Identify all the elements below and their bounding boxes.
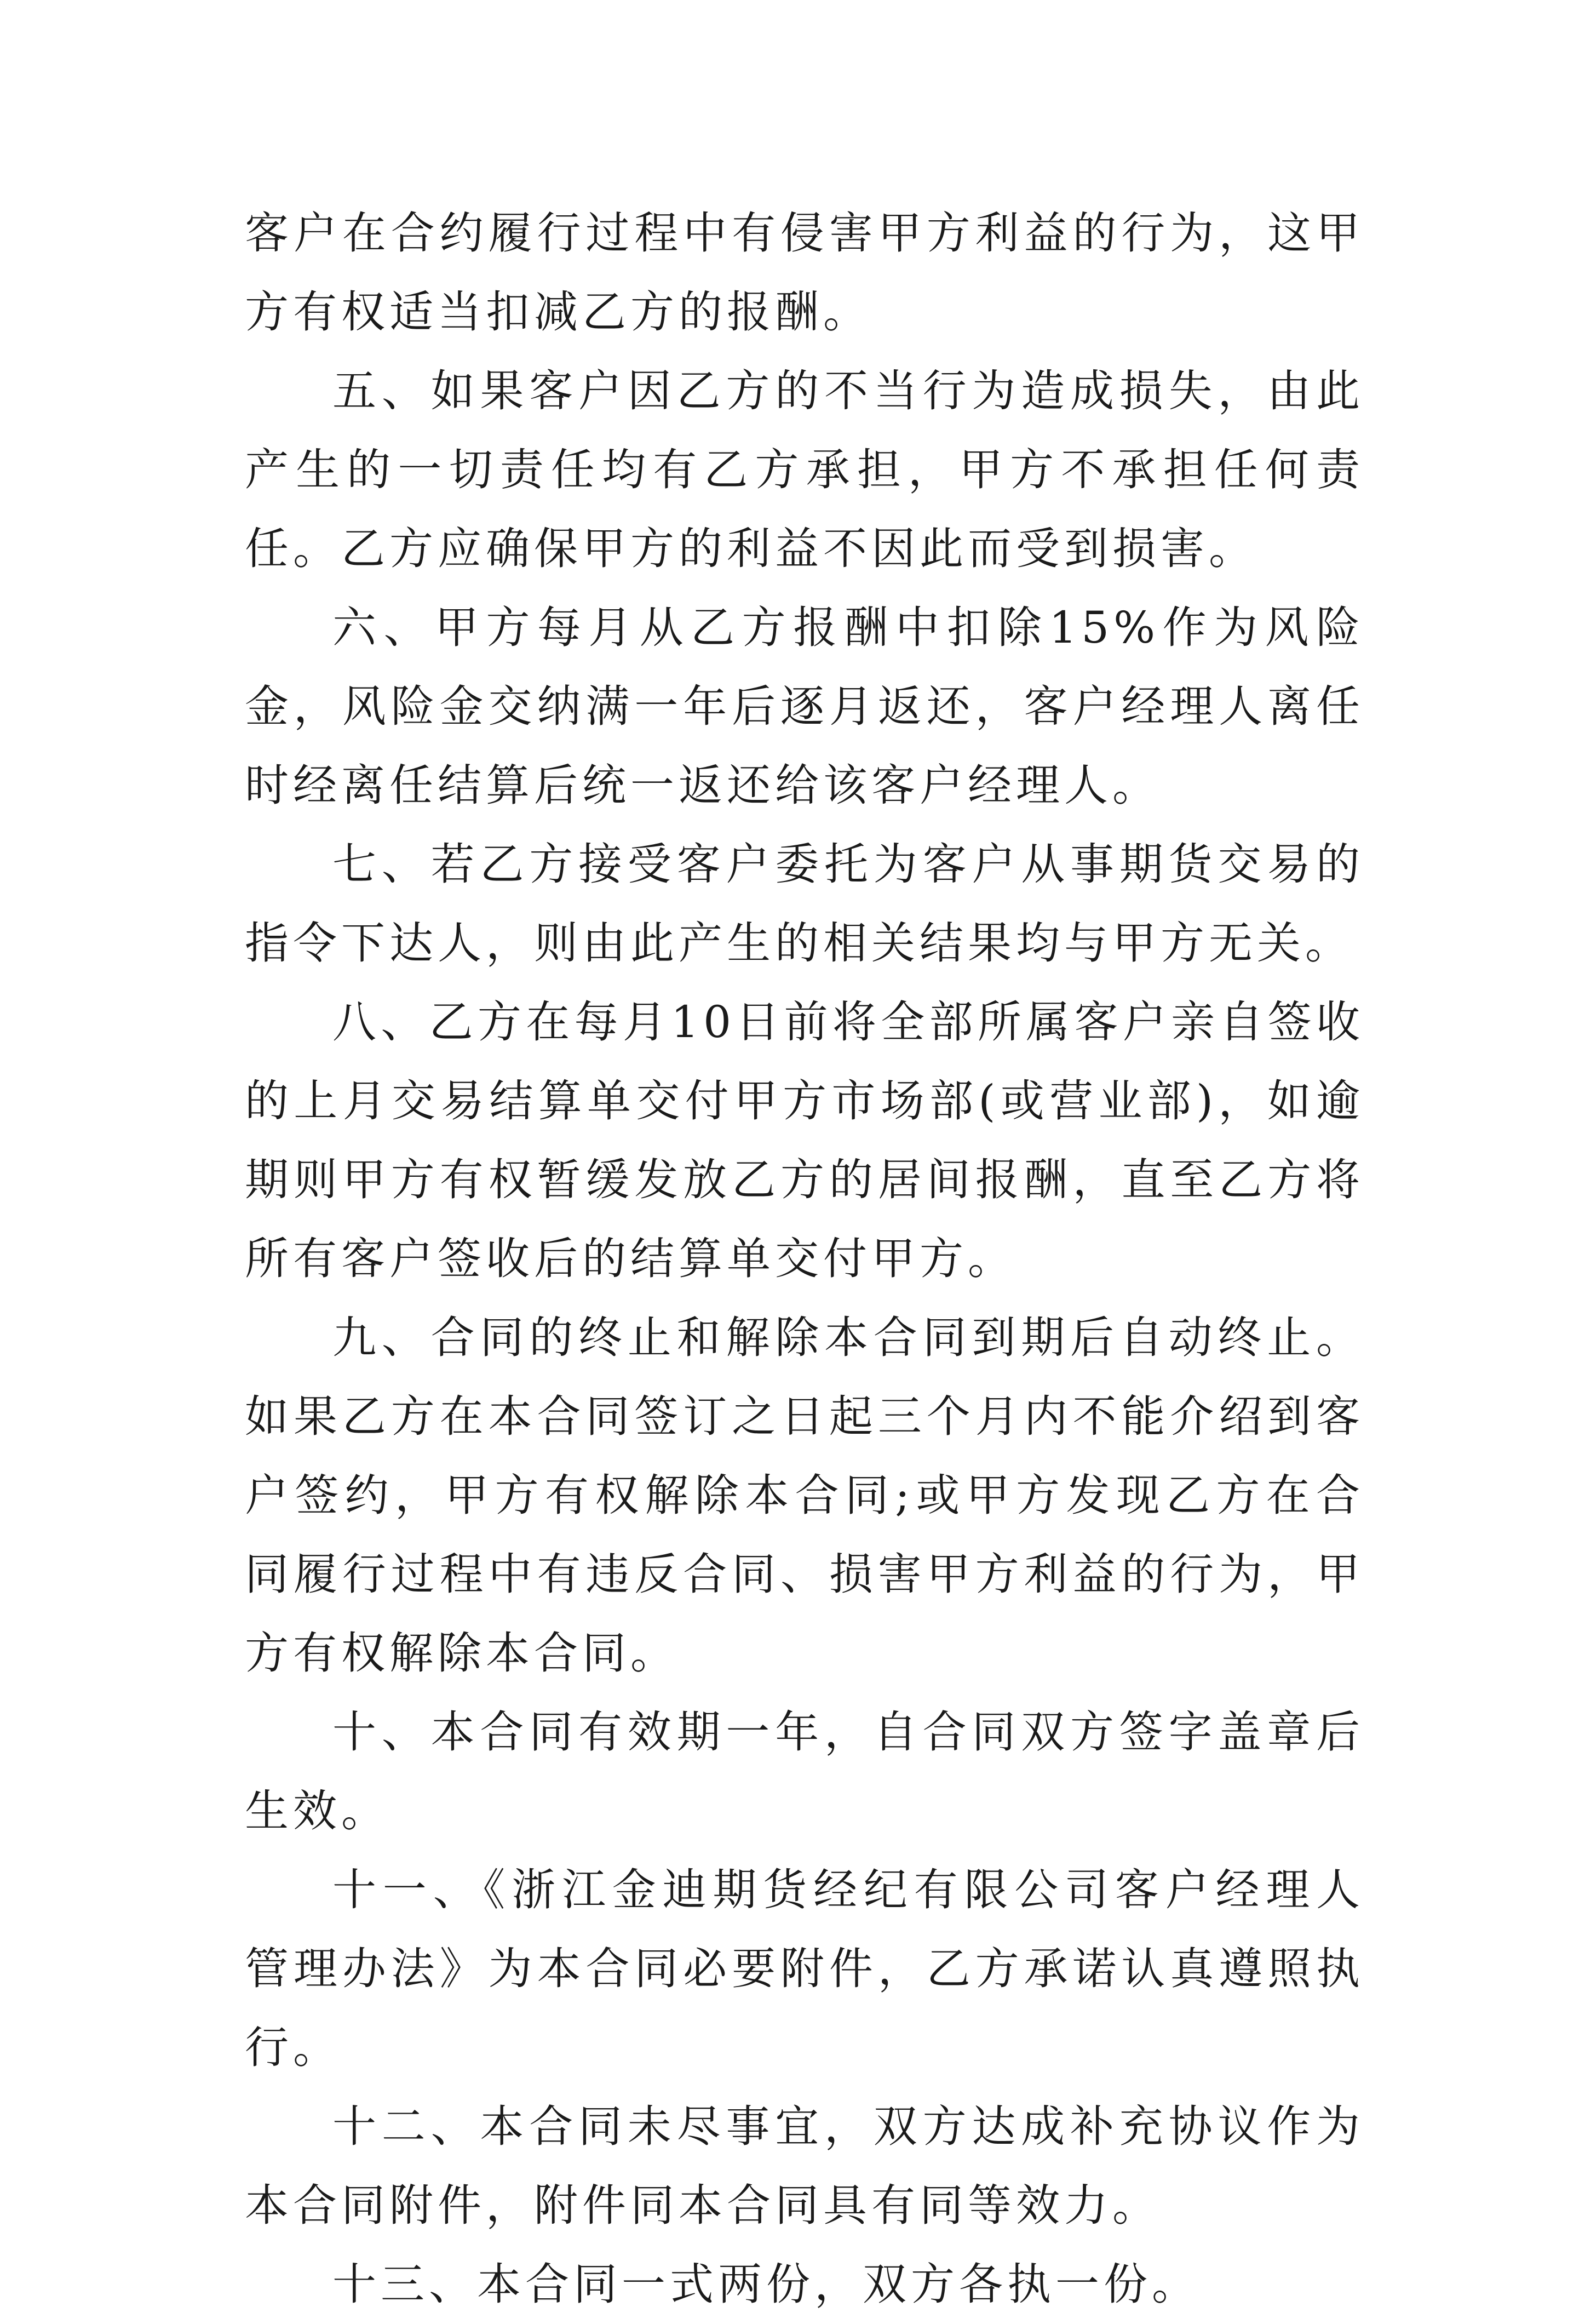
- clause-12: 十二、本合同未尽事宜，双方达成补充协议作为本合同附件，附件同本合同具有同等效力。: [245, 2101, 1364, 2231]
- contract-body: [245, 194, 1364, 2324]
- clause-11: 十一、《浙江金迪期货经纪有限公司客户经理人管理办法》为本合同必要附件，乙方承诺认真遵照执行。: [245, 1864, 1364, 2073]
- clause-13: 十三、本合同一式两份，双方各执一份。: [332, 2259, 1200, 2310]
- clause-7: 七、若乙方接受客户委托为客户从事期货交易的指令下达人，则由此产生的相关结果均与甲方无关。: [245, 839, 1364, 969]
- clause-6: 六、甲方每月从乙方报酬中扣除15%作为风险金，风险金交纳满一年后逐月返还，客户经理人离任时经离任结算后统一返还给该客户经理人。: [245, 602, 1364, 811]
- clause-10: 十、本合同有效期一年，自合同双方签字盖章后生效。: [245, 1707, 1364, 1836]
- clause-9: 九、合同的终止和解除本合同到期后自动终止。如果乙方在本合同签订之日起三个月内不能介绍到客户签约，甲方有权解除本合同;或甲方发现乙方在合同履行过程中有违反合同、损害甲方利益的行为，甲方有权解除本合同。: [245, 1312, 1364, 1679]
- clause-8: 八、乙方在每月10日前将全部所属客户亲自签收的上月交易结算单交付甲方市场部(或营业部)，如逾期则甲方有权暂缓发放乙方的居间报酬，直至乙方将所有客户签收后的结算单交付甲方。: [245, 997, 1364, 1284]
- paragraph-continuation: 客户在合约履行过程中有侵害甲方利益的行为，这甲方有权适当扣减乙方的报酬。: [245, 208, 1364, 337]
- clause-5: 五、如果客户因乙方的不当行为造成损失，由此产生的一切责任均有乙方承担，甲方不承担任何责任。乙方应确保甲方的利益不因此而受到损害。: [245, 365, 1364, 574]
